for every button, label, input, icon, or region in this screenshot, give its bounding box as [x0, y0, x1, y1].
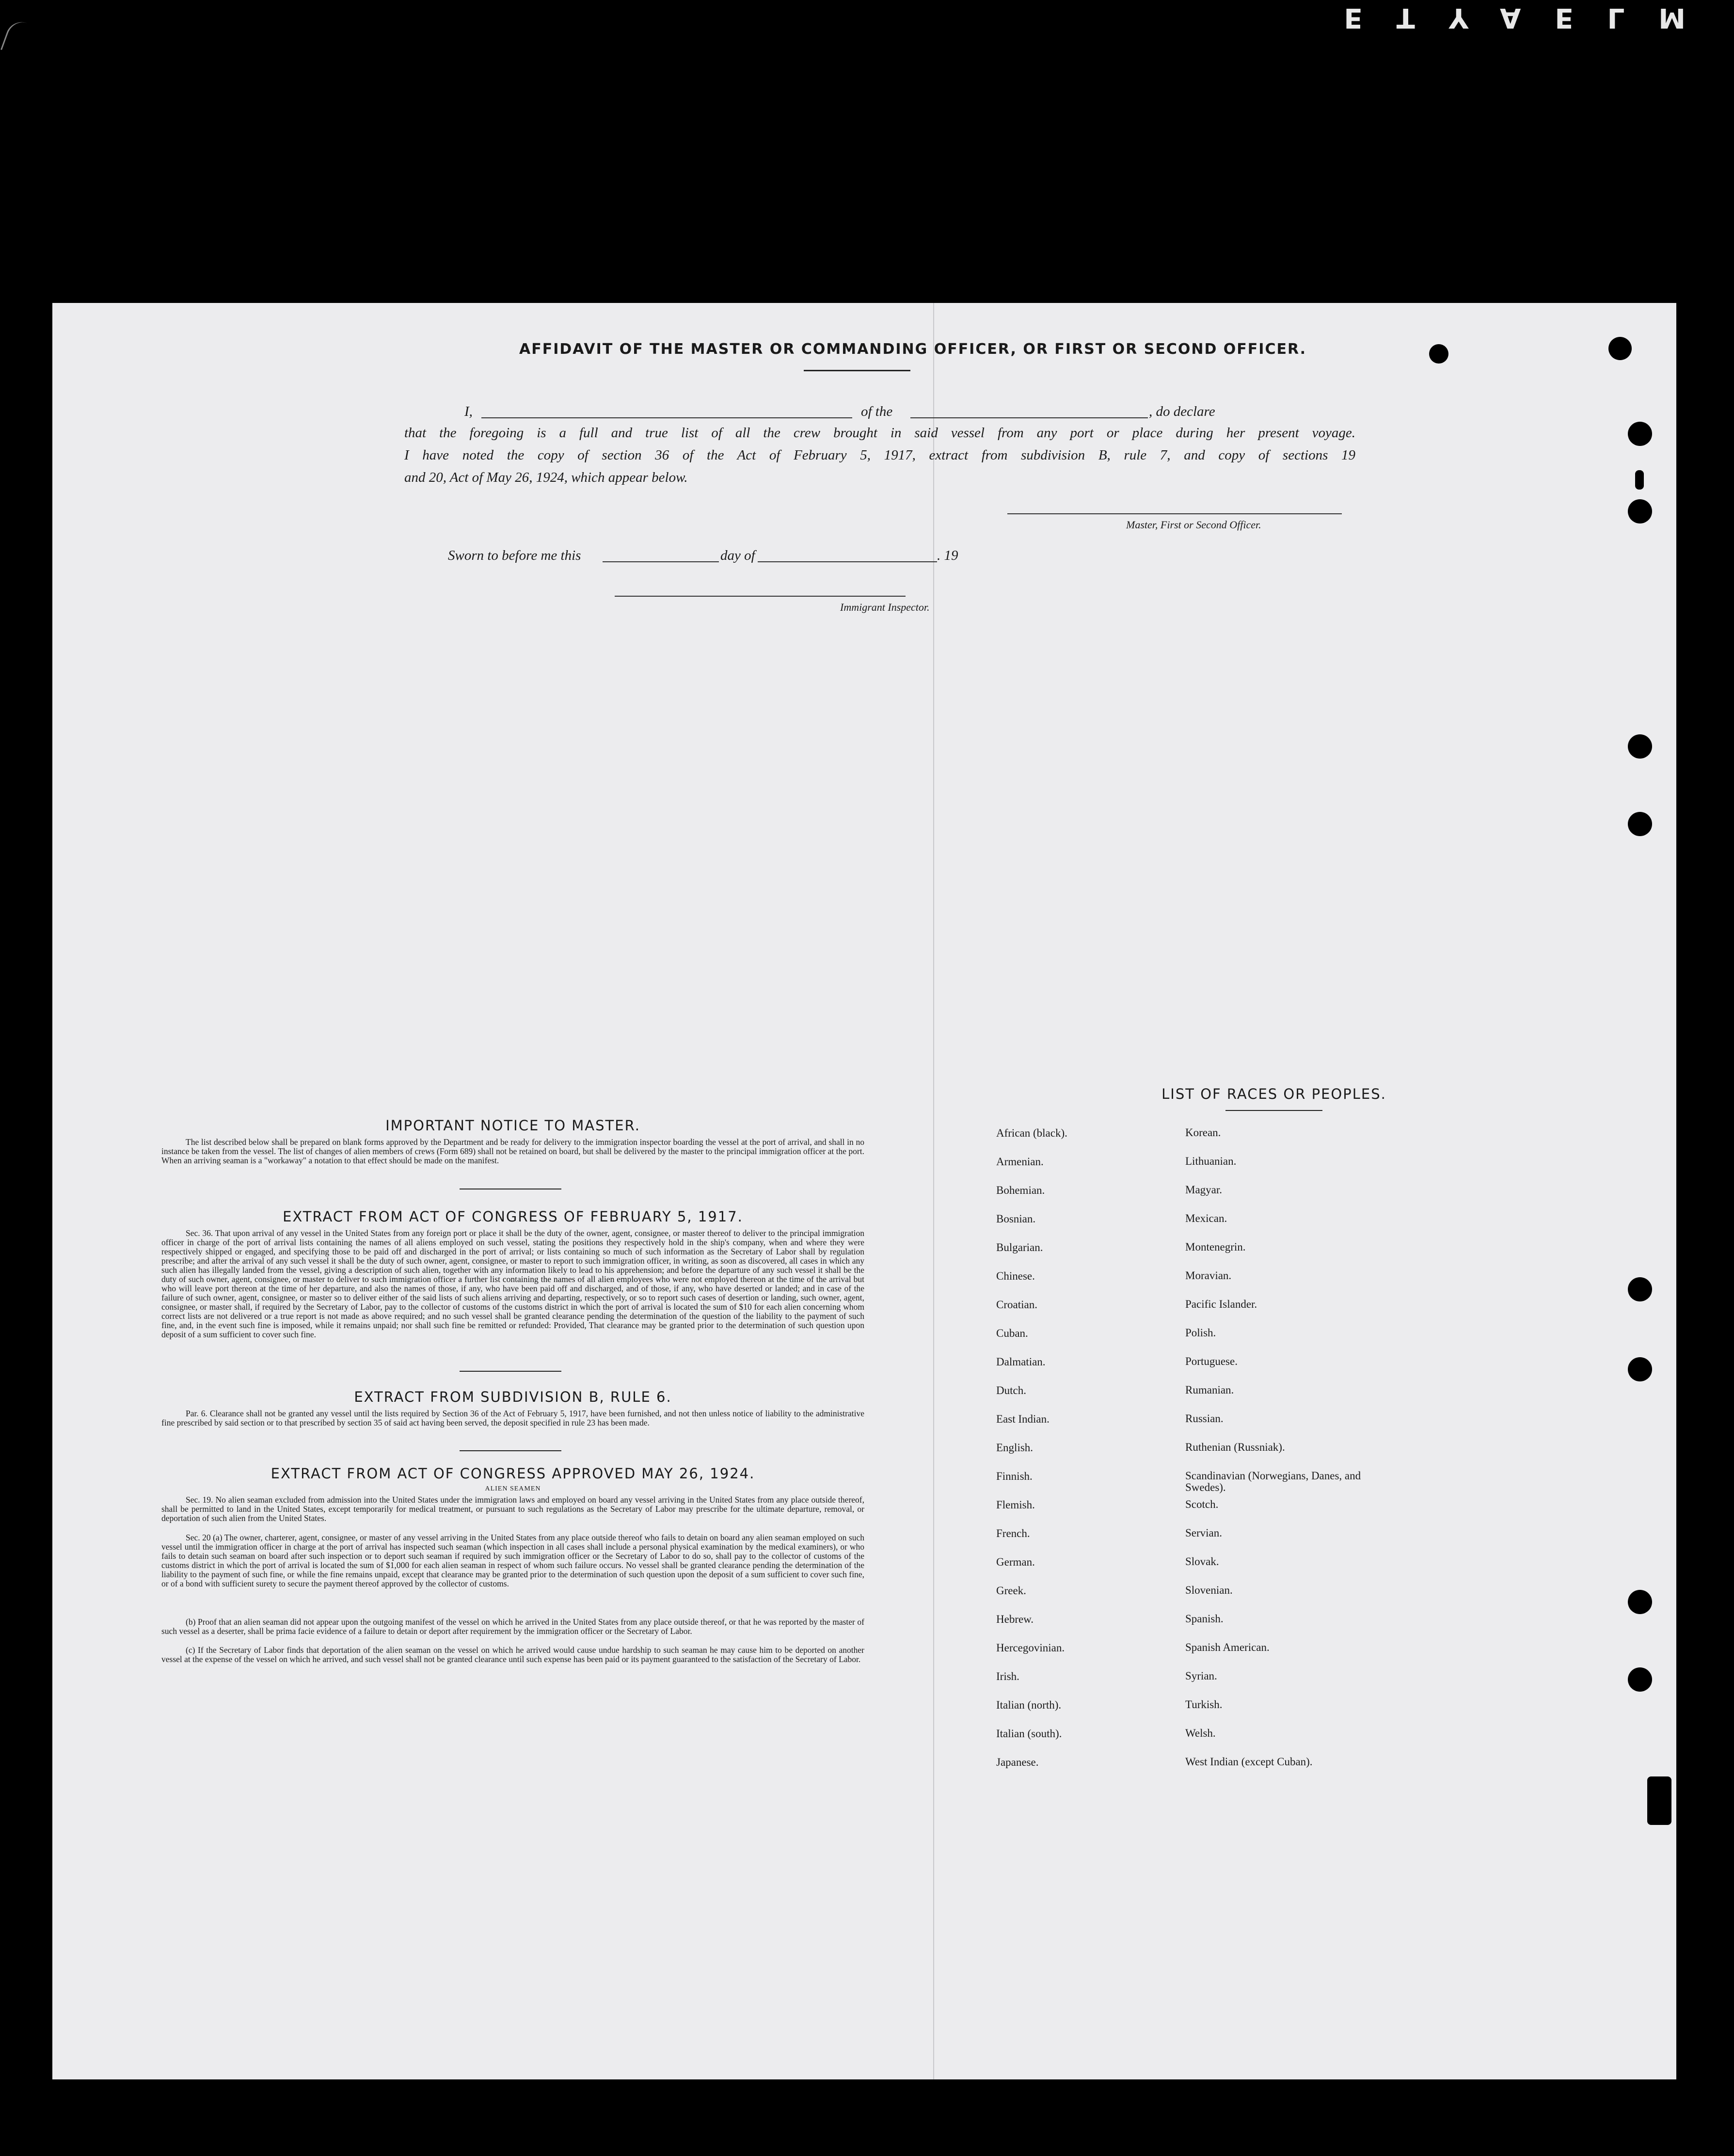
race-row	[996, 1699, 1394, 1728]
race-left: Armenian.	[996, 1156, 1044, 1168]
race-right: Ruthenian (Russniak).	[1185, 1441, 1285, 1453]
sworn-prefix: Sworn to before me this	[448, 548, 581, 563]
extract-1924-title: EXTRACT FROM ACT OF CONGRESS APPROVED MAY 26, 1924.	[270, 1465, 755, 1482]
race-right: Magyar.	[1185, 1184, 1223, 1196]
race-row	[996, 1413, 1394, 1442]
race-right: Scotch.	[1185, 1498, 1219, 1510]
race-right: Lithuanian.	[1185, 1155, 1237, 1167]
races-list	[996, 1127, 1394, 1785]
sworn-year-prefix: . 19	[937, 548, 958, 563]
race-row	[996, 1728, 1394, 1756]
extract-1924-sec20c: (c) If the Secretary of Labor finds that deportation of the alien seaman on the vessel on which he arrived would cause undue hardship to such seaman he may cause him to be deported on another vessel at the expense of the vessel on which he arrived, and such vessel shall not be granted clearance until such expense has been paid or its payment guaranteed to the satisfaction of the Secretary of Labor.	[161, 1645, 864, 1664]
race-right: Spanish American.	[1185, 1641, 1270, 1653]
punch-hole	[1628, 1667, 1652, 1692]
race-left: French.	[996, 1527, 1030, 1539]
extract-1924-sec19: Sec. 19. No alien seaman excluded from admission into the United States under the immigration laws and employed on board any vessel arriving in the United States from any place outside thereof, shall be permitted to land in the United States, except temporarily for medical treatment, or pursuant to such regulations as the Secretary of Labor may prescribe for the ultimate departure, removal, or deportation of such alien from the United States.	[161, 1495, 864, 1523]
inspector-signature-line	[615, 596, 906, 597]
race-row	[996, 1585, 1394, 1613]
punch-hole	[1608, 337, 1632, 360]
race-right: Mexican.	[1185, 1212, 1227, 1224]
race-row	[996, 1299, 1394, 1327]
name-field-line	[481, 417, 852, 418]
race-right: Russian.	[1185, 1412, 1224, 1425]
affidavit-title: AFFIDAVIT OF THE MASTER OR COMMANDING OFFICER, OR FIRST OR SECOND OFFICER.	[519, 341, 1307, 358]
affidavit-i-prefix: I,	[464, 404, 473, 419]
notice-body: The list described below shall be prepared on blank forms approved by the Department and be ready for delivery to the immigration inspector boarding the vessel at the port of arrival, and shall in no instance be taken from the vessel. The list of changes of alien members of crews (Form 689) shall not be retained on board, but shall be delivered by the master to the principal immigration officer at the port. When an arriving seaman is a "workaway" a notation to that effect should be made on the manifest.	[161, 1137, 864, 1165]
race-row	[996, 1642, 1394, 1670]
master-signature-line	[1007, 513, 1342, 514]
punch-hole	[1429, 344, 1448, 364]
race-row	[996, 1270, 1394, 1299]
race-right: Portuguese.	[1185, 1355, 1238, 1367]
punch-hole	[1628, 1357, 1652, 1381]
punch-hole	[1635, 470, 1644, 490]
race-left: Bosnian.	[996, 1213, 1036, 1225]
punch-hole	[1628, 1277, 1652, 1301]
race-row	[996, 1213, 1394, 1241]
extract-1924-sec20b: (b) Proof that an alien seaman did not appear upon the outgoing manifest of the vessel on which he arrived in the United States from any place outside thereof, or that he was reported by the master of such vessel as a deserter, shall be prima facie evidence of a failure to detain or deport after requirement by the immigration officer or the Secretary of Labor.	[161, 1617, 864, 1636]
race-row	[996, 1356, 1394, 1384]
race-right: Moravian.	[1185, 1269, 1232, 1282]
race-left: Cuban.	[996, 1327, 1028, 1339]
vessel-field-line	[910, 417, 1148, 418]
race-row	[996, 1613, 1394, 1642]
extract-1917-body: Sec. 36. That upon arrival of any vessel in the United States from any foreign port or place it shall be the duty of the owner, agent, consignee, or master thereof to deliver to the principal immigration officer in charge of the port of arrival lists containing the names of all aliens employed on such vessel, stating the positions they respectively hold in the ship's company, when and where they were respectively shipped or engaged, and specifying those to be paid off and discharged in the port of arrival; or lists containing so much of such information as the Secretary of Labor shall by regulation prescribe; and after the arrival of any such vessel it shall be the duty of such owner, agent, consignee, or master to report to such immigration officer, in writing, as soon as discovered, all cases in which any such alien has illegally landed from the vessel, giving a description of such alien, together with any information likely to lead to his apprehension; and before the departure of any such vessel it shall be the duty of such owner, agent, consignee, or master to deliver to such immigration officer a further list containing the names of all alien employees who were not employed thereon at the time of the arrival but who will leave port thereon at the time of her departure, and also the names of those, if any, who have been paid off and discharged, and of those, if any, who have deserted or landed; and in case of the failure of such owner, agent, consignee, or master so to deliver either of the said lists of such aliens arriving and departing, respectively, or so to report such cases of desertion or landing, such owner, agent, consignee, or master shall, if required by the Secretary of Labor, pay to the collector of customs of the customs district in which the port of arrival is located the sum of $10 for each alien concerning whom correct lists are not delivered or a true report is not made as above required; and no such vessel shall be granted clearance pending the determination of the question of the liability to the payment of such fine, and, in the event such fine is imposed, while it remains unpaid; nor shall such fine be remitted or refunded: Provided, That clearance may be granted prior to the determination of such question upon deposit of a sum sufficient to cover such fine.	[161, 1228, 864, 1339]
race-left: Greek.	[996, 1585, 1026, 1597]
race-row	[996, 1241, 1394, 1270]
center-fold-line	[933, 303, 934, 2079]
race-right: Spanish.	[1185, 1613, 1224, 1625]
race-left: German.	[996, 1556, 1035, 1568]
race-left: English.	[996, 1442, 1034, 1454]
affidavit-title-rule	[804, 370, 910, 371]
extract-1917-title: EXTRACT FROM ACT OF CONGRESS OF FEBRUARY 5, 1917.	[283, 1208, 743, 1225]
race-right: Montenegrin.	[1185, 1241, 1246, 1253]
race-left: Italian (north).	[996, 1699, 1062, 1711]
punch-hole	[1628, 422, 1652, 446]
race-left: Dalmatian.	[996, 1356, 1046, 1368]
race-right: Servian.	[1185, 1527, 1223, 1539]
race-left: East Indian.	[996, 1413, 1050, 1425]
affidavit-of-the: of the	[861, 404, 893, 419]
race-left: Croatian.	[996, 1299, 1037, 1311]
race-left: Irish.	[996, 1670, 1019, 1682]
race-row	[996, 1499, 1394, 1527]
affidavit-line-2: that the foregoing is a full and true list of all the crew brought in said vessel from any port or place during her present voyage.	[404, 425, 1355, 441]
race-row	[996, 1327, 1394, 1356]
race-row	[996, 1384, 1394, 1413]
extract-rule6-title: EXTRACT FROM SUBDIVISION B, RULE 6.	[354, 1389, 672, 1405]
race-right: Turkish.	[1185, 1698, 1223, 1711]
film-frame-code: ETYAELM	[1344, 2, 1719, 33]
race-row	[996, 1184, 1394, 1213]
inspector-signature-label: Immigrant Inspector.	[840, 601, 930, 613]
race-left: Italian (south).	[996, 1728, 1062, 1740]
race-left: Chinese.	[996, 1270, 1035, 1282]
race-left: Hercegovinian.	[996, 1642, 1065, 1654]
film-border-top	[0, 0, 1734, 242]
punch-hole	[1628, 1590, 1652, 1614]
races-title: LIST OF RACES OR PEOPLES.	[1161, 1086, 1386, 1102]
race-right: Slovenian.	[1185, 1584, 1233, 1596]
race-right: Rumanian.	[1185, 1384, 1234, 1396]
race-right: Pacific Islander.	[1185, 1298, 1257, 1310]
master-signature-label: Master, First or Second Officer.	[1126, 519, 1261, 531]
race-row	[996, 1470, 1394, 1499]
race-right: Scandinavian (Norwegians, Danes, and Swedes).	[1185, 1470, 1361, 1493]
race-row	[996, 1156, 1394, 1184]
punch-hole	[1628, 734, 1652, 759]
race-row	[996, 1442, 1394, 1470]
sworn-month-line	[758, 561, 937, 562]
extract-rule6-body: Par. 6. Clearance shall not be granted any vessel until the lists required by Section 36 of the Act of February 5, 1917, have been furnished, and not then unless notice of liability to the administrative fine prescribed by said section or to that prescribed by section 35 of said act having been served, the deposit specified in rule 23 has been made.	[161, 1409, 864, 1427]
race-left: African (black).	[996, 1127, 1067, 1139]
race-right: Korean.	[1185, 1126, 1221, 1139]
race-left: Bulgarian.	[996, 1241, 1043, 1253]
races-title-rule	[1225, 1110, 1322, 1111]
sworn-day-of: day of	[720, 548, 755, 563]
race-right: West Indian (except Cuban).	[1185, 1756, 1313, 1768]
notice-title: IMPORTANT NOTICE TO MASTER.	[385, 1117, 640, 1134]
affidavit-line-3: I have noted the copy of section 36 of the Act of February 5, 1917, extract from subdivision B, rule 7, and copy of sections 19	[404, 447, 1355, 463]
extract-1924-subtitle: ALIEN SEAMEN	[485, 1485, 541, 1492]
race-left: Bohemian.	[996, 1184, 1045, 1196]
race-right: Polish.	[1185, 1327, 1216, 1339]
race-right: Slovak.	[1185, 1555, 1219, 1568]
extract-1924-sec20a: Sec. 20 (a) The owner, charterer, agent, consignee, or master of any vessel arriving in the United States from any place outside thereof who fails to detain on board any alien seaman employed on such vessel until the immigration officer in charge at the port of arrival has inspected such seaman (which inspection in all cases shall include a personal physical examination by the medical examiners), or who fails to detain such seaman on board after such inspection or to deport such seaman if required by such immigration officer or the Secretary of Labor to do so, shall pay to the collector of customs of the customs district in which the port of arrival is located the sum of $1,000 for each alien seaman in respect of whom such failure occurs. No vessel shall be granted clearance pending the determination of the liability to the payment of such fine, or while the fine remains unpaid, except that clearance may be granted prior to the determination of such question upon the deposit of a sum sufficient to cover such fine, or of a bond with sufficient surety to secure the payment thereof approved by the collector of customs.	[161, 1533, 864, 1588]
sworn-day-line	[603, 561, 719, 562]
punch-hole	[1628, 812, 1652, 836]
race-right: Syrian.	[1185, 1670, 1217, 1682]
section-divider	[460, 1450, 561, 1451]
section-divider	[460, 1371, 561, 1372]
race-left: Hebrew.	[996, 1613, 1034, 1625]
race-left: Flemish.	[996, 1499, 1035, 1511]
race-left: Dutch.	[996, 1384, 1026, 1396]
punch-hole	[1647, 1776, 1671, 1825]
race-left: Finnish.	[996, 1470, 1033, 1482]
film-corner-mark	[0, 17, 27, 55]
race-row	[996, 1127, 1394, 1156]
race-row	[996, 1756, 1394, 1785]
punch-hole	[1628, 499, 1652, 523]
race-right: Welsh.	[1185, 1727, 1216, 1739]
race-row	[996, 1527, 1394, 1556]
race-row	[996, 1670, 1394, 1699]
affidavit-do-declare: , do declare	[1149, 404, 1215, 419]
race-left: Japanese.	[996, 1756, 1039, 1768]
race-row	[996, 1556, 1394, 1585]
document-page	[52, 303, 1676, 2079]
affidavit-line-4: and 20, Act of May 26, 1924, which appear below.	[404, 470, 688, 485]
